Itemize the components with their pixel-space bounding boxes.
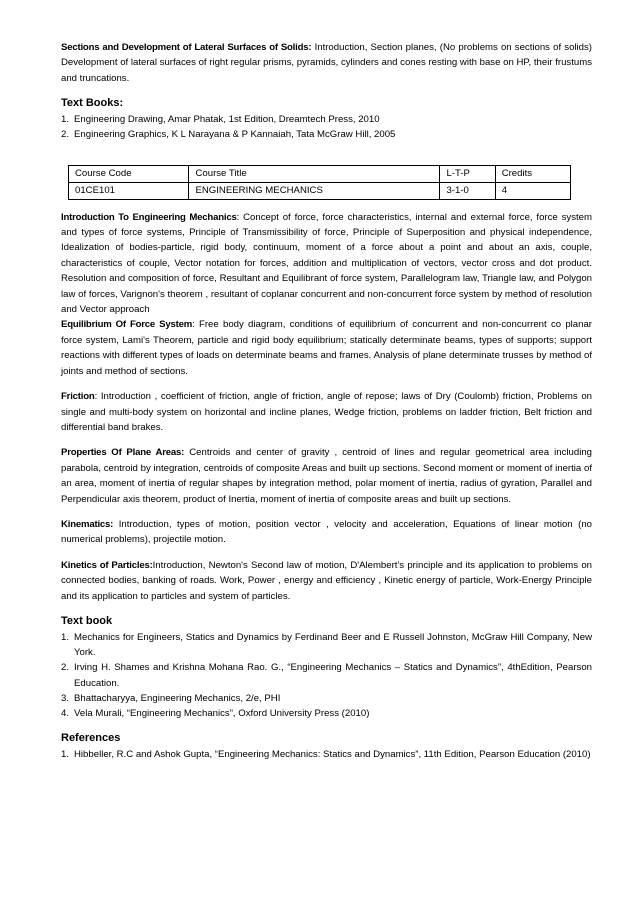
plane-areas-title: Properties Of Plane Areas:	[61, 447, 185, 459]
table-row	[69, 182, 571, 199]
plane-areas-paragraph	[61, 445, 592, 507]
table-cell: 01CE101	[69, 182, 189, 199]
table-cell: 3-1-0	[440, 182, 495, 199]
list-number: 3.	[61, 692, 70, 704]
kinematics-paragraph	[61, 517, 592, 548]
plane-areas-body: Centroids and center of gravity , centroid of lines and regular geometrical area including parabola, centroid by integration, centroids of composite Areas and built up sections. Second moment or moment of inertia of an area, moment of inertia of regular shapes by integration method, polar moment of inertia, radius of gyration, Parallel and Perpendicular axis theorem, product of Inertia, moment of inertia of composite areas and built up sections.	[61, 447, 592, 505]
equilibrium-title: Equilibrium Of Force System	[61, 319, 193, 331]
list-item	[61, 630, 592, 660]
kinematics-title: Kinematics:	[61, 518, 114, 530]
sections-surfaces-title: Sections and Development of Lateral Surfaces of Solids:	[61, 42, 312, 53]
list-text: Hibbeller, R.C and Ashok Gupta, “Engineering Mechanics: Statics and Dynamics”, 11th Edition, Pearson Education (2010)	[74, 749, 591, 761]
table-cell: ENGINEERING MECHANICS	[189, 182, 440, 199]
text-book-list	[61, 630, 592, 721]
kinetics-body: Introduction, Newton's Second law of motion, D'Alembert's principle and its application to problems on connected bodies, banking of roads. Work, Power , energy and efficiency , Kinetic energy of particle, Work-Energy Principle and its application to particles and system of particles.	[61, 559, 592, 602]
list-text: Mechanics for Engineers, Statics and Dynamics by Ferdinand Beer and E Russell Johnston, McGraw Hill Company, New York.	[74, 631, 592, 659]
kinetics-paragraph	[61, 558, 592, 604]
kinematics-body: Introduction, types of motion, position vector , velocity and acceleration, Equations of linear motion (no numerical problems), projectile motion.	[61, 518, 592, 546]
list-number: 4.	[61, 707, 70, 719]
mechanics-body: : Concept of force, force characteristics, internal and external force, force system and types of force systems, Principle of Transmissibility of force, Principle of Superposition and physical independence, Idealization of bodies-particle, rigid body, continuum, moment of a force about a point and about an axis, couple, characteristics of couple, Vector notation for forces, addition and multiplication of vectors, vector cross and dot product. Resolution and composition of force, Resultant and Equilibrant of force system, Parallelogram law, Triangle law, and Polygon law of forces, Varignon's theorem , resultant of coplanar concurrent and non-concurrent force system by method of resolution and Vector approach	[61, 211, 592, 316]
list-text: Vela Murali, “Engineering Mechanics”, Oxford University Press (2010)	[74, 707, 370, 719]
list-item	[61, 127, 592, 142]
text-book-heading: Text book	[61, 614, 113, 627]
friction-paragraph	[61, 389, 592, 435]
list-number: 1.	[61, 749, 70, 761]
course-table	[68, 165, 571, 200]
references-list	[61, 747, 592, 762]
list-number: 1.	[61, 631, 70, 643]
mechanics-paragraph	[61, 210, 592, 318]
list-item	[61, 706, 592, 721]
table-header-cell: Credits	[495, 165, 570, 182]
friction-body: : Introduction , coefficient of friction, angle of friction, angle of repose; laws of Dry (Coulomb) friction, Problems on single and multi-body system on horizontal and incline planes, Wedge friction, problems on ladder friction, Belt friction and differential band brakes.	[61, 391, 592, 433]
kinetics-title: Kinetics of Particles:	[61, 559, 153, 571]
list-number: 1.	[61, 114, 70, 126]
list-item	[61, 660, 592, 690]
references-heading: References	[61, 732, 121, 745]
table-cell: 4	[495, 182, 570, 199]
equilibrium-paragraph	[61, 317, 592, 379]
table-header-cell: L-T-P	[440, 165, 495, 182]
table-row	[69, 165, 571, 182]
table-header-cell: Course Title	[189, 165, 440, 182]
equilibrium-body: : Free body diagram, conditions of equilibrium of concurrent and non-concurrent co planar force system, Lami's Theorem, particle and rigid body equilibrium; statically determinate beams, types of supports; support reactions with different types of loads on determinate beams and frames. Analysis of plane determinate trusses by method of joints and method of sections.	[61, 319, 593, 377]
table-header-cell: Course Code	[69, 165, 189, 182]
list-text: Engineering Graphics, K L Narayana & P Kannaiah, Tata McGraw Hill, 2005	[74, 129, 396, 141]
list-text: Engineering Drawing, Amar Phatak, 1st Edition, Dreamtech Press, 2010	[74, 114, 380, 126]
list-item	[61, 747, 592, 762]
friction-title: Friction	[61, 391, 95, 403]
sections-surfaces-paragraph	[61, 40, 592, 86]
text-books-heading: Text Books:	[61, 97, 124, 110]
list-text: Irving H. Shames and Krishna Mohana Rao. G., “Engineering Mechanics – Statics and Dynamics”, 4thEdition, Pearson Education.	[74, 662, 592, 689]
list-text: Bhattacharyya, Engineering Mechanics, 2/e, PHI	[74, 692, 281, 704]
list-number: 2.	[61, 662, 70, 674]
list-item	[61, 112, 592, 127]
list-number: 2.	[61, 129, 70, 141]
list-item	[61, 691, 592, 706]
mechanics-title: Introduction To Engineering Mechanics	[61, 211, 237, 223]
text-books-list	[61, 112, 592, 142]
sections-surfaces-body: Introduction, Section planes, (No problems on sections of solids) Development of lateral surfaces of right regular prisms, pyramids, cylinders and cones resting with base on HP, their frustums and truncations.	[61, 42, 593, 84]
